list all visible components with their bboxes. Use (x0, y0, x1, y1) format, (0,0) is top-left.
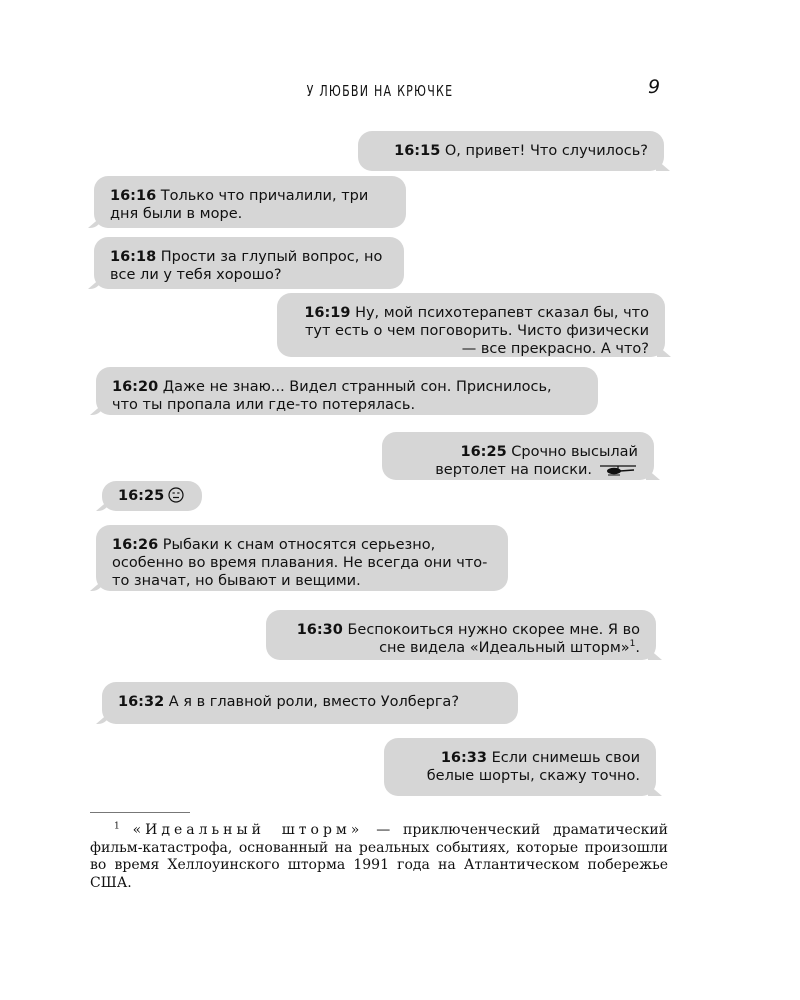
message-time: 16:32 (118, 694, 165, 710)
message-time: 16:33 (440, 750, 487, 766)
running-title: У ЛЮБВИ НА КРЮЧКЕ (306, 82, 454, 100)
footnote-rule (90, 812, 190, 813)
expressionless-face-icon (168, 487, 184, 503)
message-time: 16:19 (304, 305, 351, 321)
message-bubble (94, 237, 404, 289)
message-text: Рыбаки к снам относятся серьезно, особенно во время плавания. Не всегда они что-то значат, но бывают и вещими. (112, 537, 488, 589)
footnote-text: — приключенческий драматический фильм-катастрофа, основанный на реальных событиях, которые произошли во время Хеллоуинского шторма 1991 года на Атлантическом побережье США. (90, 822, 669, 891)
message-text: Если снимешь свои белые шорты, скажу точно. (426, 750, 640, 784)
message-bubble (102, 682, 518, 724)
message-time: 16:25 (460, 444, 507, 460)
message-bubble (96, 367, 598, 415)
message-bubble (382, 432, 654, 480)
message-text: Беспокоиться нужно скорее мне. Я во сне видела «Идеальный шторм» (342, 622, 640, 656)
message-time: 16:16 (110, 188, 157, 204)
message-bubble (277, 293, 665, 357)
footnote-marker: 1 (114, 821, 120, 832)
message-bubble (384, 738, 656, 796)
message-text: Даже не знаю... Видел странный сон. Приснилось, что ты пропала или где-то потерялась. (112, 379, 552, 413)
message-bubble (358, 131, 664, 171)
message-time: 16:26 (112, 537, 159, 553)
message-time: 16:18 (110, 249, 157, 265)
message-bubble (266, 610, 656, 660)
message-text-end: . (635, 640, 640, 656)
message-time: 16:30 (296, 622, 343, 638)
message-text: Ну, мой психотерапевт сказал бы, что тут есть о чем поговорить. Чисто физически — все прекрасно. А что? (304, 305, 649, 357)
footnote-title: «Идеальный шторм» (132, 822, 364, 838)
message-text: Прости за глупый вопрос, но все ли у тебя хорошо? (110, 249, 383, 283)
message-bubble (96, 525, 508, 591)
message-bubble (94, 176, 406, 228)
message-time: 16:20 (112, 379, 159, 395)
message-text: Только что причалили, три дня были в море. (110, 188, 369, 222)
message-time: 16:15 (394, 143, 441, 159)
message-bubble (102, 481, 202, 511)
message-text: А я в главной роли, вместо Уолберга? (164, 694, 460, 710)
message-text: Срочно высылай вертолет на поиски. (435, 444, 638, 478)
helicopter-icon (598, 464, 638, 476)
message-time: 16:25 (118, 488, 165, 504)
page-number: 9 (648, 76, 661, 98)
footnote-reference[interactable]: 1 (629, 639, 636, 650)
footnote (90, 822, 668, 892)
message-text: О, привет! Что случилось? (440, 143, 648, 159)
